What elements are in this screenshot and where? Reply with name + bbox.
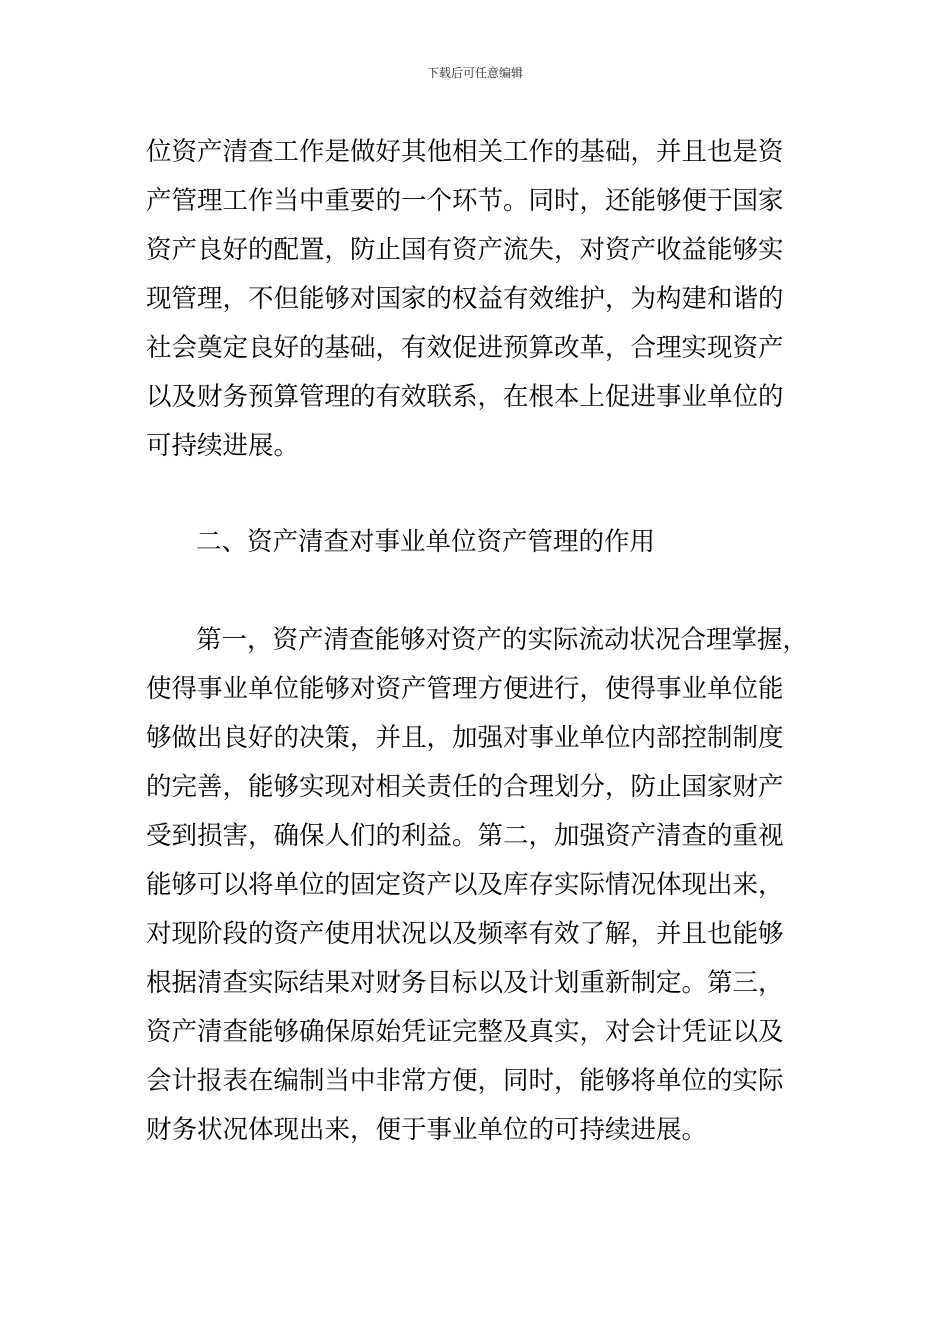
text-line: 以及财务预算管理的有效联系，在根本上促进事业单位的 bbox=[146, 382, 784, 412]
page-header: 下载后可任意编辑 bbox=[426, 66, 523, 80]
text-line: 的完善，能够实现对相关责任的合理划分，防止国家财产 bbox=[146, 772, 784, 802]
text-line: 社会奠定良好的基础，有效促进预算改革，合理实现资产 bbox=[146, 333, 784, 363]
text-line: 位资产清查工作是做好其他相关工作的基础，并且也是资 bbox=[146, 137, 784, 167]
text-line: 资产良好的配置，防止国有资产流失，对资产收益能够实 bbox=[146, 235, 784, 265]
text-line: 现管理，不但能够对国家的权益有效维护，为构建和谐的 bbox=[146, 284, 784, 314]
text-line: 够做出良好的决策，并且，加强对事业单位内部控制制度 bbox=[146, 723, 784, 753]
text-line: 能够可以将单位的固定资产以及库存实际情况体现出来， bbox=[146, 870, 784, 900]
section-heading-text: 二、资产清查对事业单位资产管理的作用 bbox=[196, 527, 656, 557]
text-line: 可持续进展。 bbox=[146, 431, 300, 461]
text-line: 财务状况体现出来，便于事业单位的可持续进展。 bbox=[146, 1115, 708, 1145]
text-line: 对现阶段的资产使用状况以及频率有效了解，并且也能够 bbox=[146, 919, 784, 949]
text-line: 使得事业单位能够对资产管理方便进行，使得事业单位能 bbox=[146, 674, 784, 704]
paragraph-spacer bbox=[146, 471, 826, 518]
text-line: 第一，资产清查能够对资产的实际流动状况合理掌握， bbox=[196, 625, 809, 655]
paragraph-spacer bbox=[146, 567, 826, 616]
section-heading bbox=[146, 518, 826, 567]
text-line: 产管理工作当中重要的一个环节。同时，还能够便于国家 bbox=[146, 186, 784, 216]
text-line: 资产清查能够确保原始凭证完整及真实，对会计凭证以及 bbox=[146, 1017, 784, 1047]
text-line: 受到损害，确保人们的利益。第二，加强资产清查的重视 bbox=[146, 821, 784, 851]
document-body bbox=[146, 128, 826, 1155]
paragraph-roles bbox=[146, 616, 826, 1155]
text-line: 会计报表在编制当中非常方便，同时，能够将单位的实际 bbox=[146, 1066, 784, 1096]
paragraph-continued bbox=[146, 128, 826, 471]
text-line: 根据清查实际结果对财务目标以及计划重新制定。第三， bbox=[146, 968, 784, 998]
